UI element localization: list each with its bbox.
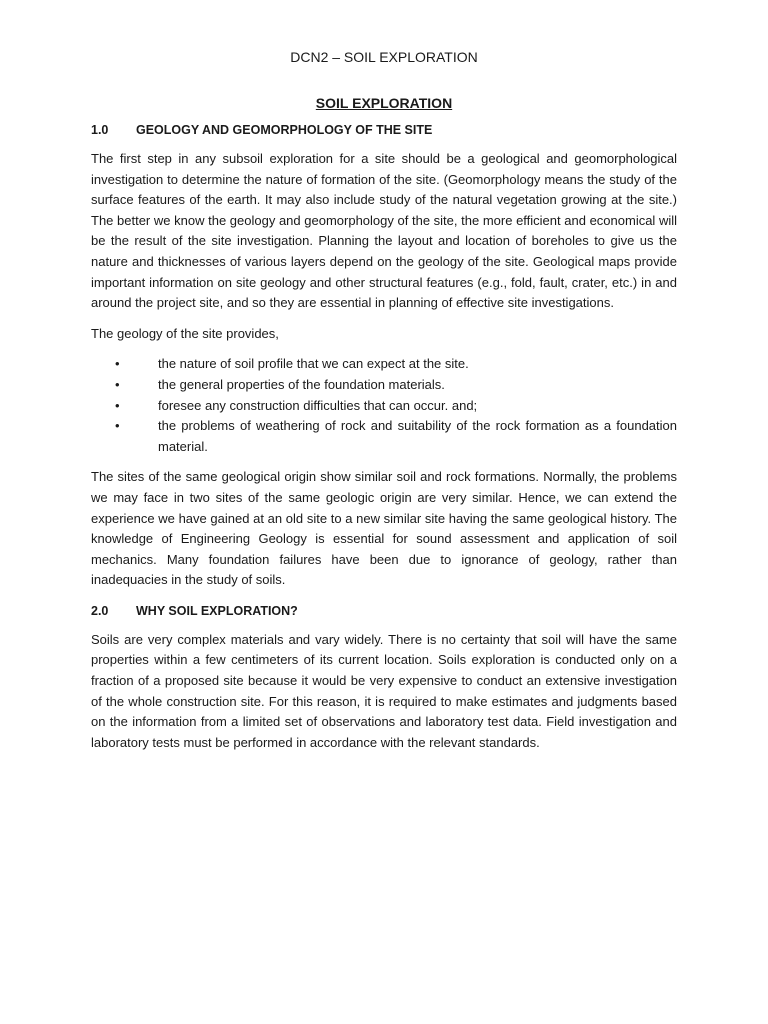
list-item-text: the general properties of the foundation materials.	[158, 376, 445, 392]
bullet-marker: •	[115, 397, 120, 413]
list-item-text: the nature of soil profile that we can expect at the site.	[158, 356, 469, 372]
section-number: 1.0	[91, 123, 109, 137]
bullet-marker: •	[115, 376, 120, 392]
list-item	[91, 354, 677, 375]
section-heading-text: GEOLOGY AND GEOMORPHOLOGY OF THE SITE	[136, 123, 433, 137]
paragraph: The geology of the site provides,	[91, 325, 279, 341]
section-heading-1	[91, 120, 677, 140]
list-item-text: the problems of weathering of rock and suitability of the rock formation as a foundation material.	[158, 418, 677, 454]
paragraph: Soils are very complex materials and vary widely. There is no certainty that soil will have the same properties within a few centimeters of its current location. Soils exploration is conducted only on a fraction of a proposed site because it would be very expensive to conduct an extensive investigation of the whole construction site. For this reason, it is required to make estimates and judgments based on the information from a limited set of observations and laboratory test data. Field investigation and laboratory tests must be performed in accordance with the relevant standards.	[91, 631, 677, 750]
paragraph: The sites of the same geological origin show similar soil and rock formations. Normally, the problems we may face in two sites of the same geologic origin are very similar. Hence, we can extend the experience we have gained at an old site to a new similar site having the same geological history. The knowledge of Engineering Geology is essential for sound assessment and application of soil mechanics. Many foundation failures have been due to ignorance of geology, rather than inadequacies in the study of soils.	[91, 469, 677, 588]
document-title: SOIL EXPLORATION	[315, 95, 453, 111]
page-content	[91, 47, 677, 763]
list-item	[91, 396, 677, 417]
page-header: DCN2 – SOIL EXPLORATION	[290, 49, 478, 65]
bullet-list	[91, 354, 677, 457]
bullet-marker: •	[115, 356, 120, 372]
paragraph: The first step in any subsoil exploration for a site should be a geological and geomorphological investigation to determine the nature of formation of the site. (Geomorphology means the study of the surface features of the earth. It may also include study of the natural vegetation growing at the site.) The better we know the geology and geomorphology of the site, the more efficient and economical will be the result of the site investigation. Planning the layout and location of boreholes to give us the nature and thicknesses of various layers depend on the geology of the site. Geological maps provide important information on site geology and other structural features (e.g., fold, fault, crater, etc.) in and around the project site, and so they are essential in planning of effective site investigations.	[91, 151, 677, 311]
section-heading-text: WHY SOIL EXPLORATION?	[136, 603, 298, 618]
list-item-text: foresee any construction difficulties that can occur. and;	[158, 397, 478, 413]
bullet-marker: •	[115, 418, 120, 434]
list-item	[91, 416, 677, 457]
section-heading-2	[91, 601, 677, 621]
list-item	[91, 375, 677, 396]
section-number: 2.0	[91, 603, 109, 618]
